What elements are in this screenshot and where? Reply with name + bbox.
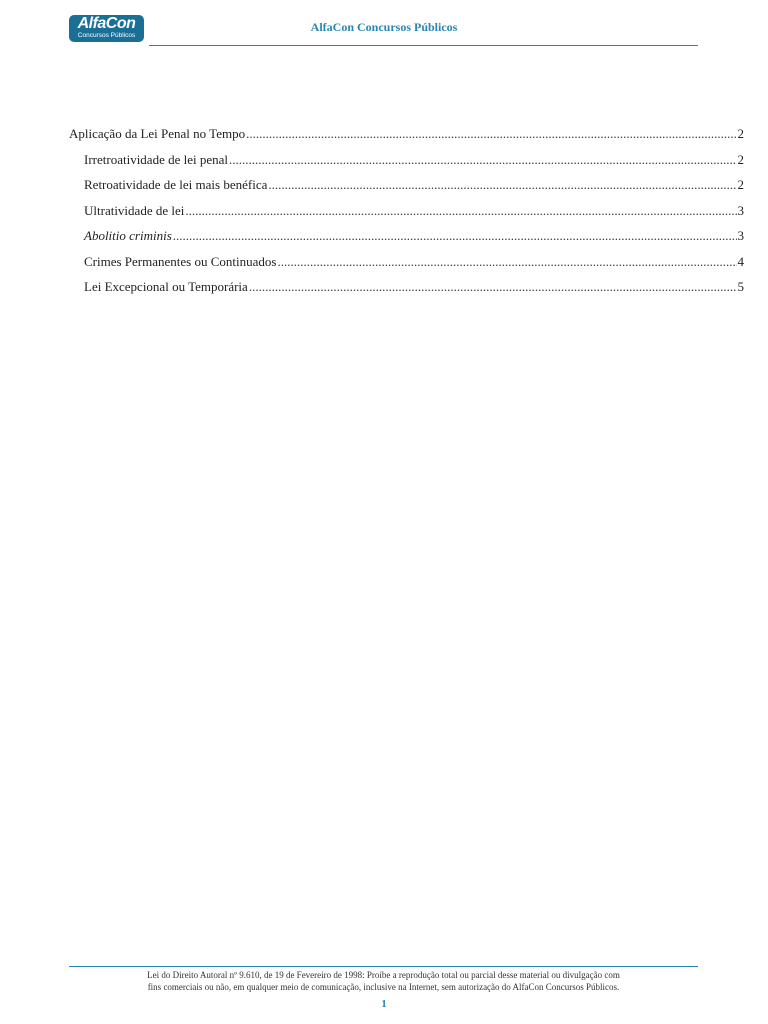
header-title: AlfaCon Concursos Públicos (310, 20, 458, 34)
toc-page-number: 2 (737, 151, 744, 167)
toc-entry-title: Retroatividade de lei mais benéfica (84, 177, 268, 192)
toc-page-number: 5 (737, 279, 744, 294)
toc-entry-irretroatividade[interactable] (69, 152, 744, 178)
header-divider (149, 45, 698, 46)
table-of-contents (69, 126, 744, 305)
toc-dot-leader (268, 177, 736, 193)
logo-wordmark: AlfaCon (77, 15, 136, 32)
toc-dot-leader (185, 203, 736, 219)
toc-entry-retroatividade[interactable] (69, 177, 744, 203)
toc-entry-abolitio-criminis[interactable] (69, 228, 744, 254)
toc-page-number: 4 (737, 253, 744, 269)
toc-entry-title: Lei Excepcional ou Temporária (84, 279, 248, 294)
toc-dot-leader (229, 152, 736, 168)
toc-page-number: 3 (737, 202, 744, 218)
logo-tagline: Concursos Públicos (77, 32, 136, 39)
toc-dot-leader (249, 279, 737, 295)
toc-page-number: 3 (737, 228, 744, 243)
footer-divider (69, 966, 698, 967)
toc-entry-title: Aplicação da Lei Penal no Tempo (69, 126, 246, 141)
toc-entry-title: Abolitio criminis (84, 228, 172, 243)
toc-entry-title: Irretroatividade de lei penal (84, 151, 229, 167)
toc-page-number: 2 (737, 126, 744, 141)
copyright-notice (69, 969, 698, 993)
toc-entry-crimes-permanentes[interactable] (69, 254, 744, 280)
copyright-line-1: Lei do Direito Autoral nº 9.610, de 19 de Fevereiro de 1998: Proíbe a reprodução total ou parcial desse material ou divulgação com (147, 970, 620, 980)
toc-entry-ultratividade[interactable] (69, 203, 744, 229)
toc-entry-aplicacao[interactable] (69, 126, 744, 152)
toc-dot-leader (277, 254, 736, 270)
copyright-line-2: fins comerciais ou não, em qualquer meio de comunicação, inclusive na Internet, sem autorização do AlfaCon Concursos Públicos. (147, 982, 620, 992)
toc-dot-leader (173, 228, 737, 244)
toc-page-number: 2 (737, 177, 744, 192)
toc-dot-leader (246, 126, 736, 142)
page-number: 1 (381, 998, 387, 1010)
toc-entry-title: Ultratividade de lei (84, 202, 185, 218)
toc-entry-title: Crimes Permanentes ou Continuados (84, 253, 277, 269)
toc-entry-lei-excepcional[interactable] (69, 279, 744, 305)
